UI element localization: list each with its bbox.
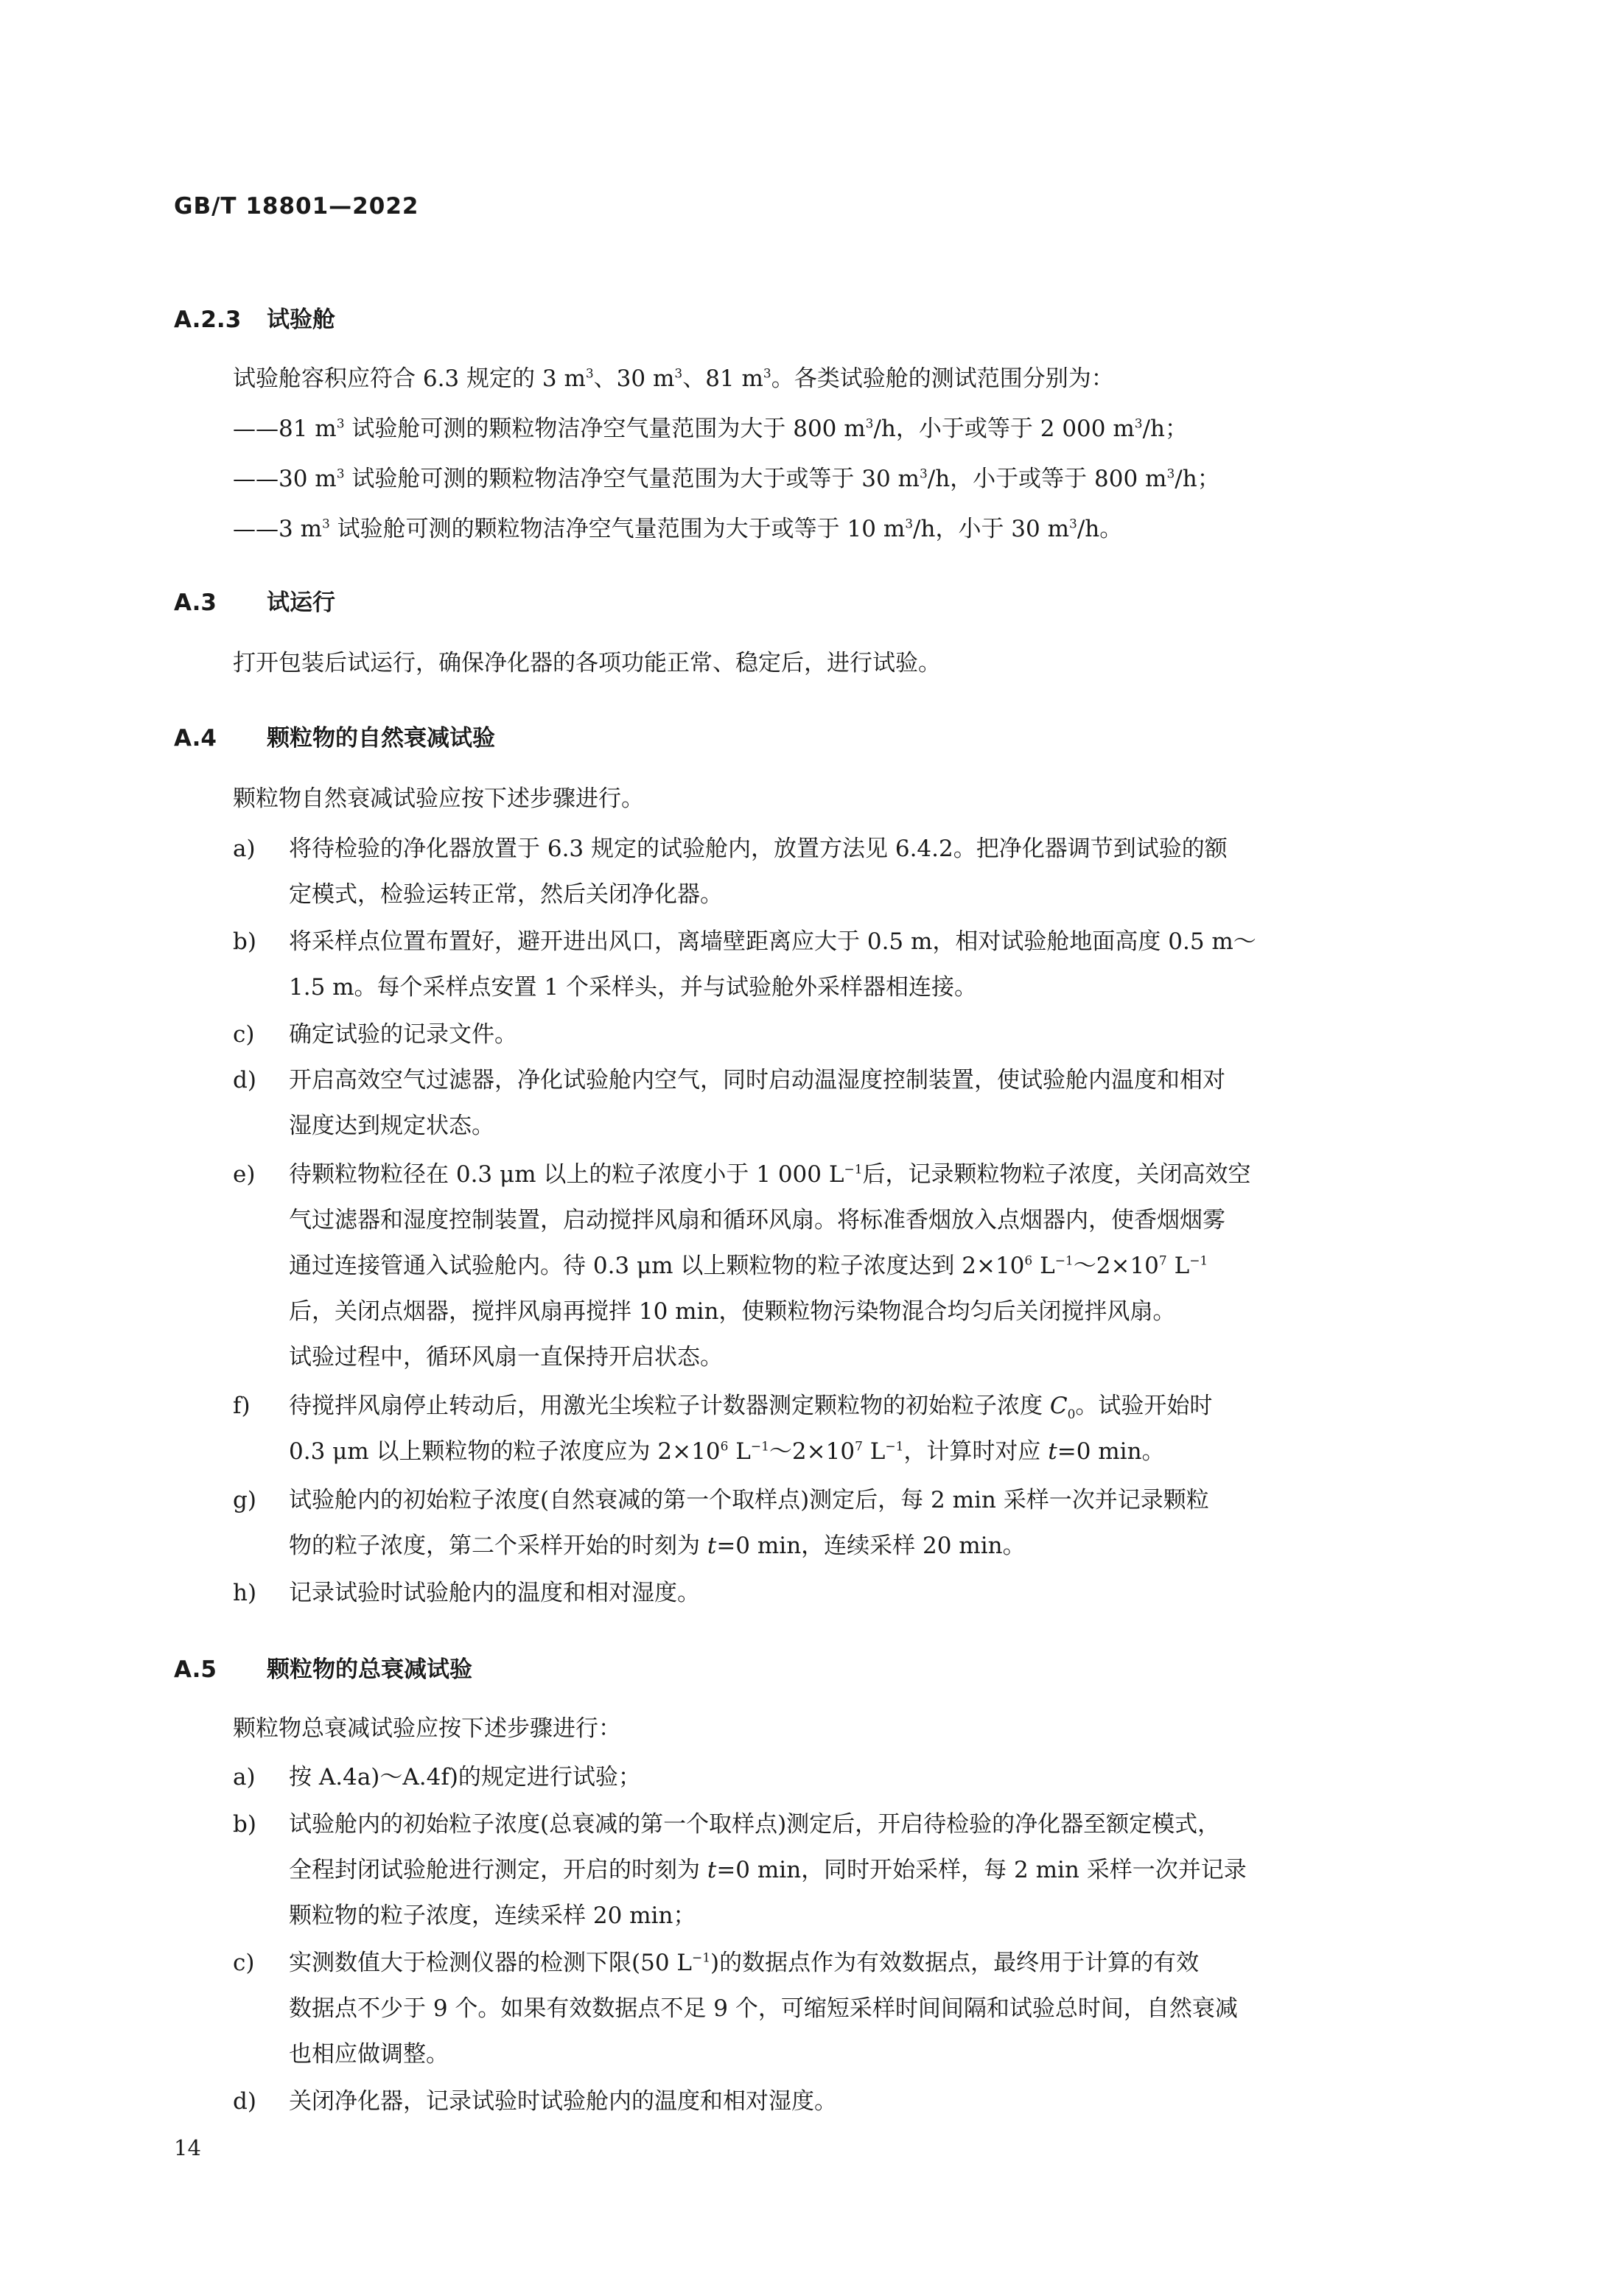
list-label: c) — [233, 1021, 255, 1048]
page-number: 14 — [174, 2135, 201, 2160]
paragraph: 颗粒物总衰减试验应按下述步骤进行： — [233, 1715, 621, 1742]
dash-list-item: ——81 $m^3$ 试验舱可测的颗粒物洁净空气量范围为大于 800 $m^3/h$，小于或等于 2 000 $m^3/h$； — [233, 416, 1188, 442]
list-item-line: 湿度达到规定状态。 — [289, 1113, 494, 1139]
section-number: A.2.3 — [174, 307, 242, 333]
list-item-line: 关闭净化器，记录试验时试验舱内的温度和相对湿度。 — [289, 2088, 837, 2115]
list-label: e) — [233, 1161, 256, 1188]
list-item-line: 1.5 m。每个采样点安置 1 个采样头，并与试验舱外采样器相连接。 — [289, 974, 977, 1001]
paragraph: 试验舱容积应符合 6.3 规定的 3 $m^3$、30 $m^3$、81 $m^3$。各类试验舱的测试范围分别为： — [233, 365, 1114, 392]
list-item-line: 通过连接管通入试验舱内。待 0.3 μm 以上颗粒物的粒子浓度达到 $2\times 10^6$ $L^{-1}\sim 2\times 10^7$ $L^{-1}$ — [289, 1253, 1208, 1279]
list-item-line: 全程封闭试验舱进行测定，开启的时刻为 t=0 min，同时开始采样，每 2 min 采样一次并记录 — [289, 1857, 1247, 1883]
list-label: c) — [233, 1950, 255, 1976]
dash-list-item: ——30 $m^3$ 试验舱可测的颗粒物洁净空气量范围为大于或等于 30 $m^3/h$，小于或等于 800 $m^3/h$； — [233, 466, 1220, 492]
list-label: g) — [233, 1487, 256, 1513]
list-item-line: 将采样点位置布置好，避开进出风口，离墙壁距离应大于 0.5 m，相对试验舱地面高度 0.5 m～ — [289, 928, 1256, 955]
dash-list-item: ——3 $m^3$ 试验舱可测的颗粒物洁净空气量范围为大于或等于 10 $m^3/h$，小于 30 $m^3/h$。 — [233, 516, 1123, 542]
section-title: 试验舱 — [267, 307, 335, 333]
list-item-line: 将待检验的净化器放置于 6.3 规定的试验舱内，放置方法见 6.4.2。把净化器调节到试验的额 — [289, 836, 1228, 862]
list-label: b) — [233, 928, 256, 955]
list-item-line: 物的粒子浓度，第二个采样开始的时刻为 t=0 min，连续采样 20 min。 — [289, 1533, 1026, 1559]
section-heading-a5: A.5 颗粒物的总衰减试验 — [174, 1656, 472, 1683]
list-item-line: 也相应做调整。 — [289, 2041, 449, 2068]
list-item-line: 开启高效空气过滤器，净化试验舱内空气，同时启动温湿度控制装置，使试验舱内温度和相对 — [289, 1067, 1225, 1093]
list-label: h) — [233, 1580, 257, 1606]
list-item-line: 实测数值大于检测仪器的检测下限(50 $L^{-1}$)的数据点作为有效数据点，最终用于计算的有效 — [289, 1950, 1200, 1976]
list-label: d) — [233, 1067, 256, 1093]
list-label: f) — [233, 1393, 251, 1419]
paragraph: 颗粒物自然衰减试验应按下述步骤进行。 — [233, 785, 644, 812]
list-item-line: 试验舱内的初始粒子浓度(总衰减的第一个取样点)测定后，开启待检验的净化器至额定模式， — [289, 1811, 1221, 1838]
list-label: b) — [233, 1811, 256, 1838]
section-heading-a4: A.4 颗粒物的自然衰减试验 — [174, 725, 495, 752]
list-item-line: 试验舱内的初始粒子浓度(自然衰减的第一个取样点)测定后，每 2 min 采样一次并记录颗粒 — [289, 1487, 1209, 1513]
section-heading-a23 — [174, 301, 335, 334]
standard-number-header: GB/T 18801—2022 — [174, 193, 419, 220]
list-item-line: 定模式，检验运转正常，然后关闭净化器。 — [289, 881, 723, 908]
list-item-line: 试验过程中，循环风扇一直保持开启状态。 — [289, 1344, 723, 1370]
list-item-line: 数据点不少于 9 个。如果有效数据点不足 9 个，可缩短采样时间间隔和试验总时间，自然衰减 — [289, 1995, 1238, 2022]
paragraph: 打开包装后试运行，确保净化器的各项功能正常、稳定后，进行试验。 — [233, 650, 941, 676]
list-label: d) — [233, 2088, 256, 2115]
section-heading-a3: A.3 试运行 — [174, 589, 335, 616]
list-item-line: 确定试验的记录文件。 — [289, 1021, 517, 1048]
list-item-line: 按 A.4a)～A.4f)的规定进行试验； — [289, 1764, 641, 1790]
list-item-line: 后，关闭点烟器，搅拌风扇再搅拌 10 min，使颗粒物污染物混合均匀后关闭搅拌风扇。 — [289, 1298, 1176, 1325]
list-item-line: 颗粒物的粒子浓度，连续采样 20 min； — [289, 1902, 696, 1929]
list-item-line: 气过滤器和湿度控制装置，启动搅拌风扇和循环风扇。将标准香烟放入点烟器内，使香烟烟雾 — [289, 1207, 1225, 1233]
list-item-line: 待搅拌风扇停止转动后，用激光尘埃粒子计数器测定颗粒物的初始粒子浓度 $C_0$。试验开始时 — [289, 1393, 1213, 1423]
list-label: a) — [233, 1764, 256, 1790]
list-item-line: 0.3 μm 以上颗粒物的粒子浓度应为 $2\times 10^6$ $L^{-1}\sim 2\times 10^7$ $L^{-1}$，计算时对应 t=0 min。 — [289, 1438, 1165, 1465]
list-item-line: 记录试验时试验舱内的温度和相对湿度。 — [289, 1580, 700, 1606]
list-item-line: 待颗粒物粒径在 0.3 μm 以上的粒子浓度小于 1 000 $L^{-1}$后，记录颗粒物粒子浓度，关闭高效空 — [289, 1161, 1251, 1188]
list-label: a) — [233, 836, 256, 862]
